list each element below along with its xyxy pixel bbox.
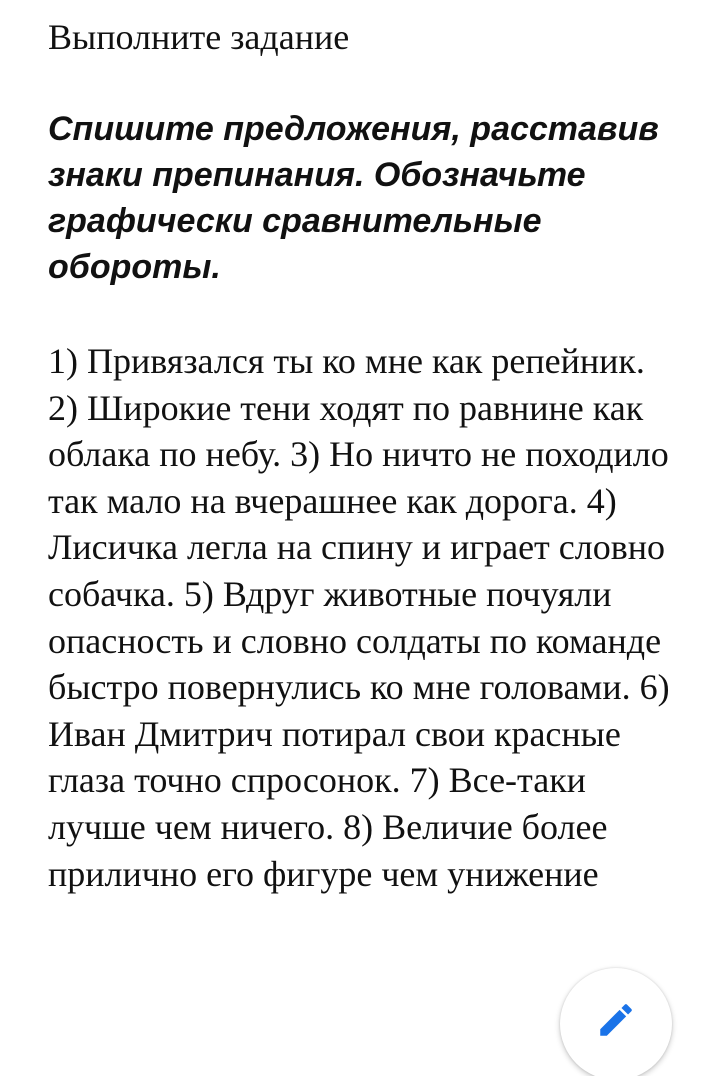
task-sentences: 1) Привязался ты ко мне как репейник. 2) Широкие тени ходят по равнине как облака по небу. 3) Но ничто не походило так мало на вчерашнее как дорога. 4) Лисичка легла на спину и играет словно собачка. 5) Вдруг животные почуяли опасность и словно солдаты по команде быстро повернулись ко мне головами. 6) Иван Дмитрич потирал свои красные глаза точно спросонок. 7) Все-таки лучше чем ничего. 8) Величие более прилично его фигуре чем унижение bbox=[48, 341, 670, 894]
task-instruction: Спишите предложения, расставив знаки препинания. Обозначьте графически сравнительные обороты. bbox=[48, 110, 659, 286]
task-heading: Выполните задание bbox=[48, 17, 350, 57]
pencil-icon bbox=[595, 999, 637, 1041]
edit-button[interactable] bbox=[560, 968, 672, 1076]
